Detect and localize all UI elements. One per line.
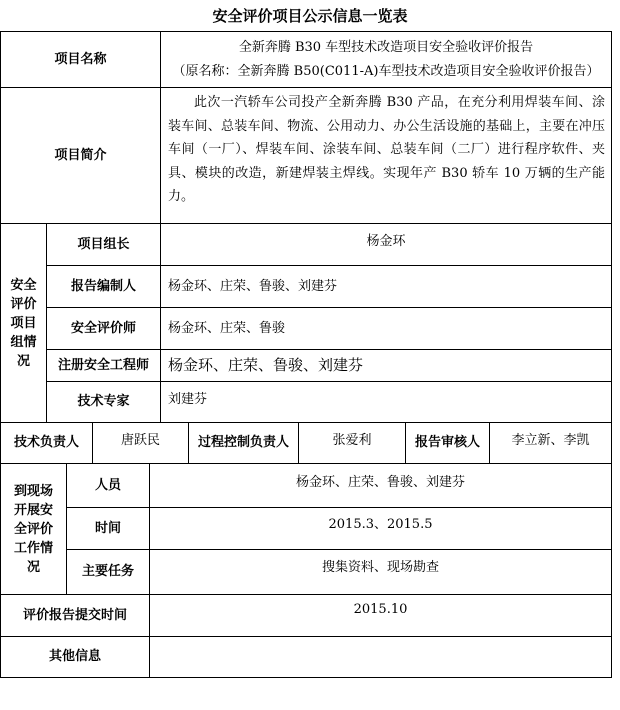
project-name-label: 项目名称 <box>0 31 161 88</box>
leader-value: 杨金环 <box>160 223 612 266</box>
project-intro-label: 项目简介 <box>0 87 161 224</box>
process-control-value: 张爱利 <box>298 422 406 464</box>
submit-time-value: 2015.10 <box>149 594 612 637</box>
project-name-line1: 全新奔腾 B30 车型技术改造项目安全验收评价报告 <box>238 39 534 55</box>
other-info-value <box>149 636 612 678</box>
evaluators-label: 安全评价师 <box>46 307 161 350</box>
authors-label: 报告编制人 <box>46 265 161 308</box>
site-group-label: 到现场 开展安 全评价 工作情 况 <box>0 463 67 595</box>
personnel-value: 杨金环、庄荣、鲁骏、刘建芬 <box>149 463 612 508</box>
report-reviewer-value: 李立新、李凯 <box>489 422 612 464</box>
time-value: 2015.3、2015.5 <box>149 507 612 550</box>
leader-label: 项目组长 <box>46 223 161 266</box>
project-name-line2: （原名称：全新奔腾 B50(C011-A)车型技术改造项目安全验收评价报告） <box>172 63 600 79</box>
team-group-label: 安全 评价 项目 组情 况 <box>0 223 47 423</box>
expert-value: 刘建芬 <box>160 381 612 423</box>
process-control-label: 过程控制负责人 <box>188 422 299 464</box>
tech-lead-value: 唐跃民 <box>92 422 189 464</box>
expert-label: 技术专家 <box>46 381 161 423</box>
main-task-value: 搜集资料、现场勘查 <box>149 549 612 595</box>
other-info-label: 其他信息 <box>0 636 150 678</box>
main-task-label: 主要任务 <box>66 549 150 595</box>
project-name-value <box>160 31 612 88</box>
project-intro-text: 此次一汽轿车公司投产全新奔腾 B30 产品，在充分利用焊装车间、涂装车间、总装车间、物流、公用动力、办公生活设施的基础上，主要在冲压车间（一厂）、焊装车间、涂装车间、总装车间（二厂）进行程序软件、夹具、模块的改造，新建焊装主焊线。实现年产 B30 轿车 10 万辆的生产能力。 <box>160 87 612 224</box>
report-reviewer-label: 报告审核人 <box>405 422 490 464</box>
engineers-label: 注册安全工程师 <box>46 349 161 382</box>
tech-lead-label: 技术负责人 <box>0 422 93 464</box>
page-title: 安全评价项目公示信息一览表 <box>212 7 408 25</box>
authors-value: 杨金环、庄荣、鲁骏、刘建芬 <box>160 265 612 308</box>
engineers-value: 杨金环、庄荣、鲁骏、刘建芬 <box>160 349 612 382</box>
personnel-label: 人员 <box>66 463 150 508</box>
time-label: 时间 <box>66 507 150 550</box>
submit-time-label: 评价报告提交时间 <box>0 594 150 637</box>
evaluators-value: 杨金环、庄荣、鲁骏 <box>160 307 612 350</box>
